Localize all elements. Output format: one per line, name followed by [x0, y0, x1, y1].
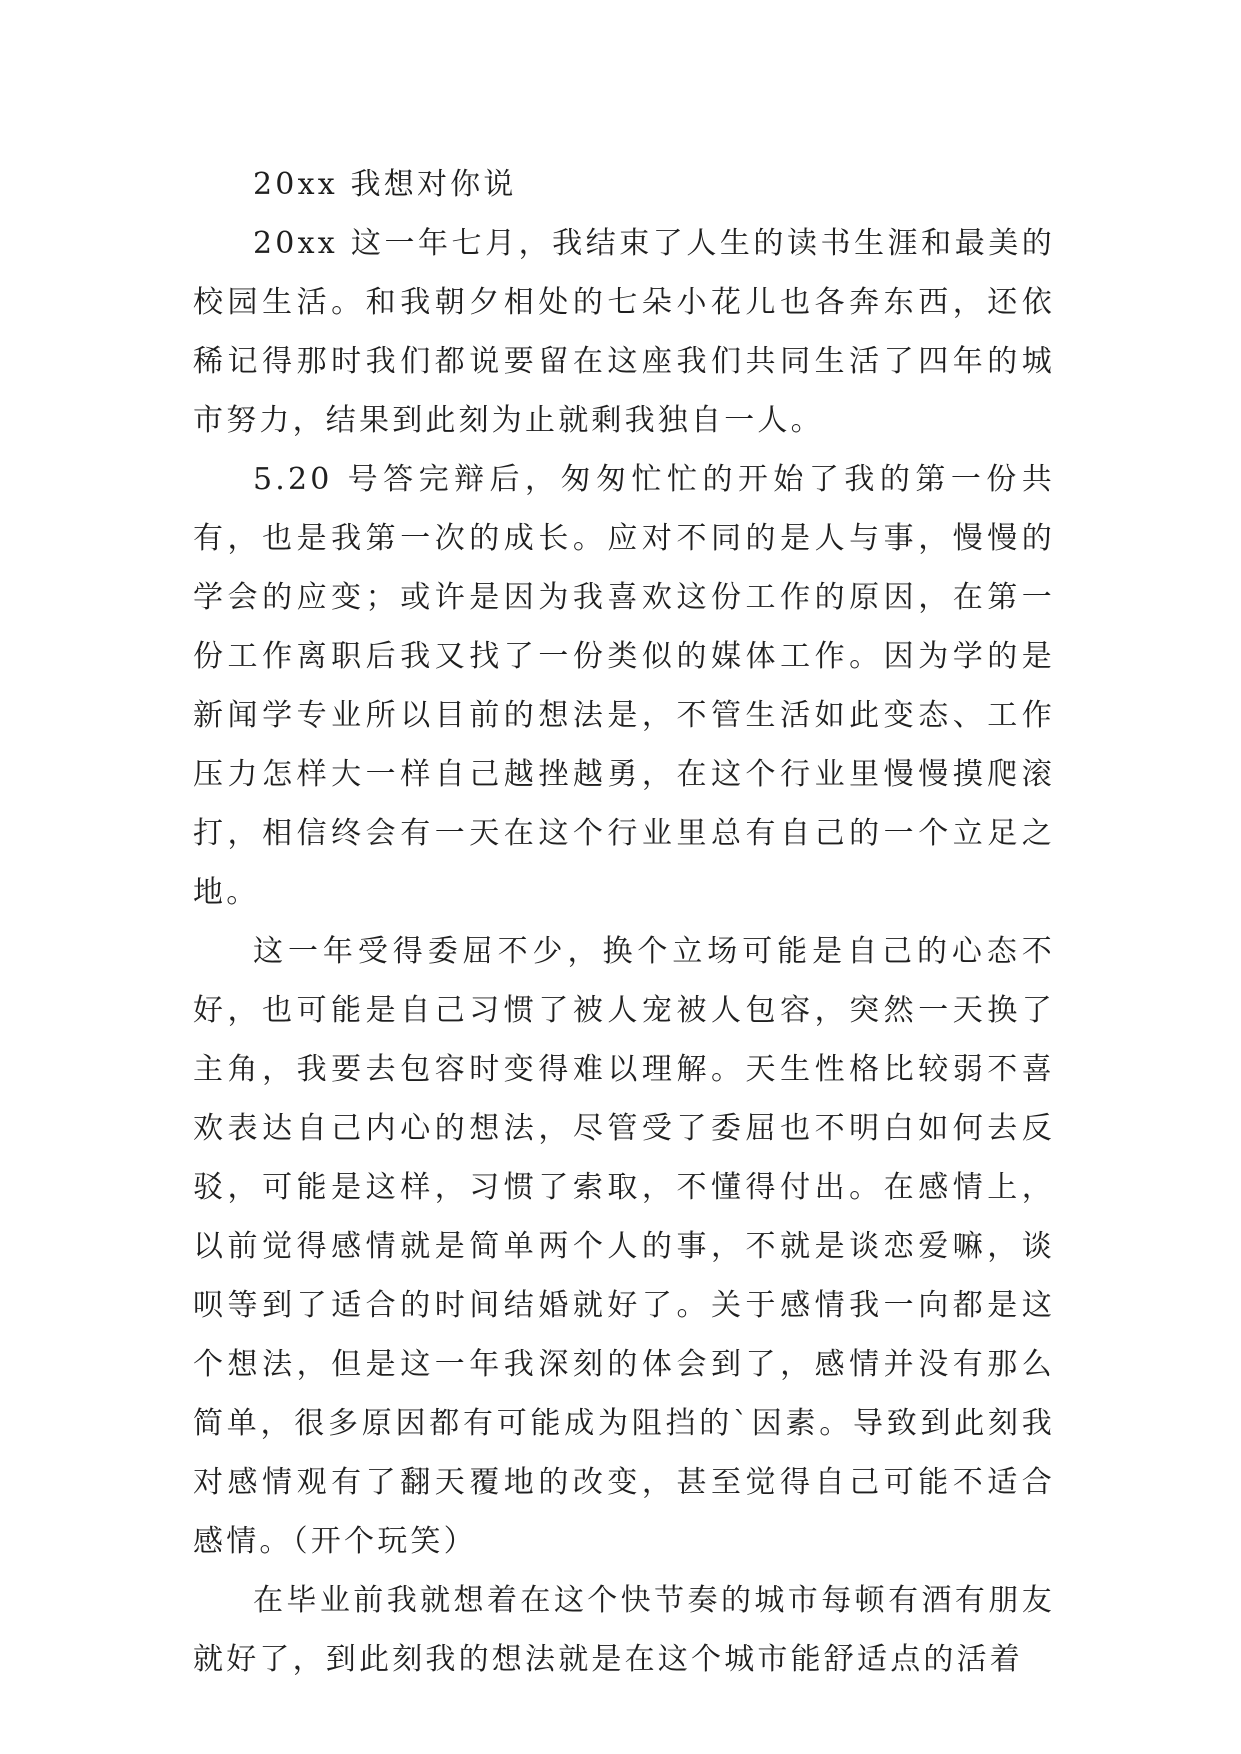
paragraph-3: 这一年受得委屈不少，换个立场可能是自己的心态不好，也可能是自己习惯了被人宠被人包容，突然一天换了主角，我要去包容时变得难以理解。天生性格比较弱不喜欢表达自己内心的想法，尽管受了委屈也不明白如何去反驳，可能是这样，习惯了索取，不懂得付出。在感情上，以前觉得感情就是简单两个人的事，不就是谈恋爱嘛，谈呗等到了适合的时间结婚就好了。关于感情我一向都是这个想法，但是这一年我深刻的体会到了，感情并没有那么简单，很多原因都有可能成为阻挡的`因素。导致到此刻我对感情观有了翻天覆地的改变，甚至觉得自己可能不适合感情。（开个玩笑） — [193, 934, 1055, 1559]
paragraph-1: 20xx 这一年七月，我结束了人生的读书生涯和最美的校园生活。和我朝夕相处的七朵小花儿也各奔东西，还依稀记得那时我们都说要留在这座我们共同生活了四年的城市努力，结果到此刻为止就剩我独自一人。 — [193, 226, 1055, 438]
paragraph-4: 在毕业前我就想着在这个快节奏的城市每顿有酒有朋友就好了，到此刻我的想法就是在这个城市能舒适点的活着 — [193, 1583, 1055, 1677]
document-body — [193, 155, 1055, 1689]
document-title: 20xx 我想对你说 — [253, 167, 517, 202]
paragraph-2: 5.20 号答完辩后，匆匆忙忙的开始了我的第一份共有，也是我第一次的成长。应对不同的是人与事，慢慢的学会的应变；或许是因为我喜欢这份工作的原因，在第一份工作离职后我又找了一份类似的媒体工作。因为学的是新闻学专业所以目前的想法是，不管生活如此变态、工作压力怎样大一样自己越挫越勇，在这个行业里慢慢摸爬滚打，相信终会有一天在这个行业里总有自己的一个立足之地。 — [193, 462, 1055, 910]
